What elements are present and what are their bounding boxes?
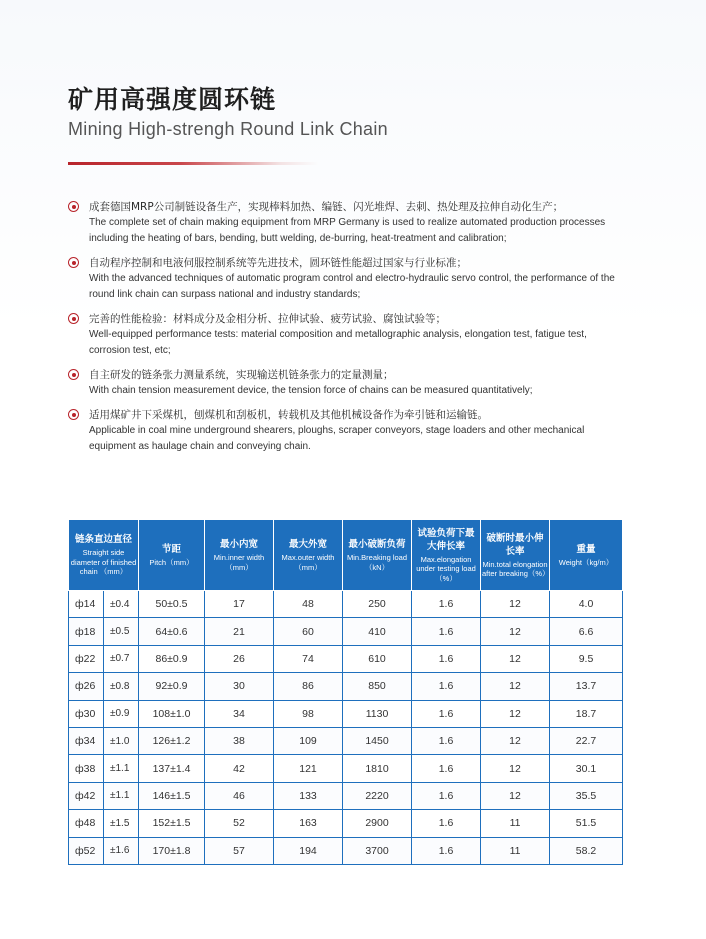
cell-inner-width: 34 [205, 700, 274, 727]
cell-elongation-break: 12 [481, 645, 550, 672]
col-header-en: Min.inner width （mm） [213, 553, 265, 572]
col-header-cn: 最小内宽 [220, 539, 259, 550]
cell-elongation-break: 12 [481, 755, 550, 782]
cell-elongation-test: 1.6 [412, 755, 481, 782]
col-header-elongation-test [412, 520, 481, 591]
col-header-inner-width [205, 520, 274, 591]
cell-weight: 58.2 [550, 837, 623, 864]
feature-item [68, 255, 628, 303]
feature-text-en: Applicable in coal mine underground shearers, ploughs, scraper conveyors, stage loaders and other mechanical equipment as haulage chain and conveying chain. [89, 425, 585, 452]
col-header-cn: 链条直边直径 [75, 534, 133, 546]
cell-elongation-break: 12 [481, 700, 550, 727]
cell-diameter: ф26 [69, 673, 104, 700]
cell-outer-width: 86 [274, 673, 343, 700]
cell-breaking-load: 1130 [343, 700, 412, 727]
cell-inner-width: 38 [205, 727, 274, 754]
cell-elongation-break: 12 [481, 591, 550, 618]
col-header-en: Weight（kg/m） [558, 557, 614, 567]
table-row [69, 837, 623, 864]
cell-elongation-test: 1.6 [412, 673, 481, 700]
double-circle-bullet-icon [68, 201, 79, 212]
cell-breaking-load: 250 [343, 591, 412, 618]
cell-weight: 18.7 [550, 700, 623, 727]
cell-inner-width: 30 [205, 673, 274, 700]
cell-inner-width: 21 [205, 618, 274, 645]
table-row [69, 591, 623, 618]
col-header-cn: 最大外宽 [289, 539, 328, 550]
cell-diameter: ф38 [69, 755, 104, 782]
cell-elongation-test: 1.6 [412, 810, 481, 837]
col-header-elongation-break [481, 520, 550, 591]
cell-inner-width: 42 [205, 755, 274, 782]
cell-elongation-test: 1.6 [412, 618, 481, 645]
cell-tolerance: ±1.0 [104, 727, 139, 754]
col-header-weight [550, 520, 623, 591]
double-circle-bullet-icon [68, 313, 79, 324]
cell-outer-width: 60 [274, 618, 343, 645]
col-header-cn: 试验负荷下最大伸长率 [417, 527, 475, 552]
table-row [69, 618, 623, 645]
table-row [69, 673, 623, 700]
cell-tolerance: ±1.5 [104, 810, 139, 837]
cell-pitch: 92±0.9 [139, 673, 205, 700]
cell-diameter: ф18 [69, 618, 104, 645]
cell-pitch: 137±1.4 [139, 755, 205, 782]
cell-pitch: 86±0.9 [139, 645, 205, 672]
cell-breaking-load: 1450 [343, 727, 412, 754]
col-header-outer-width [274, 520, 343, 591]
cell-weight: 13.7 [550, 673, 623, 700]
table-row [69, 755, 623, 782]
col-header-breaking-load [343, 520, 412, 591]
feature-item [68, 199, 628, 247]
cell-inner-width: 46 [205, 782, 274, 809]
cell-elongation-test: 1.6 [412, 782, 481, 809]
cell-weight: 35.5 [550, 782, 623, 809]
cell-diameter: ф52 [69, 837, 104, 864]
cell-weight: 9.5 [550, 645, 623, 672]
cell-breaking-load: 850 [343, 673, 412, 700]
table-body [69, 591, 623, 865]
cell-outer-width: 163 [274, 810, 343, 837]
cell-breaking-load: 1810 [343, 755, 412, 782]
col-header-cn: 破断时最小伸长率 [486, 532, 544, 557]
table-row [69, 782, 623, 809]
cell-outer-width: 121 [274, 755, 343, 782]
feature-text-en: Well-equipped performance tests: material composition and metallographic analysis, elongation test, fatigue test, corrosion test, etc; [89, 329, 587, 356]
feature-text-cn: 自主研发的链条张力测量系统，实现输送机链条张力的定量测量； [89, 369, 394, 381]
feature-list [68, 199, 628, 463]
cell-tolerance: ±1.6 [104, 837, 139, 864]
cell-weight: 4.0 [550, 591, 623, 618]
cell-diameter: ф42 [69, 782, 104, 809]
cell-weight: 51.5 [550, 810, 623, 837]
col-header-en: Pitch（mm） [149, 557, 194, 567]
col-header-en: Min.total elongation after breaking（%） [482, 559, 550, 578]
col-header-cn: 最小破断负荷 [348, 539, 406, 550]
cell-diameter: ф48 [69, 810, 104, 837]
cell-elongation-break: 12 [481, 782, 550, 809]
cell-pitch: 108±1.0 [139, 700, 205, 727]
cell-outer-width: 109 [274, 727, 343, 754]
feature-text-cn: 完善的性能检验：材料成分及金相分析、拉伸试验、疲劳试验、腐蚀试验等； [89, 313, 446, 325]
feature-item [68, 407, 628, 455]
cell-tolerance: ±0.9 [104, 700, 139, 727]
cell-elongation-break: 12 [481, 673, 550, 700]
page-title-cn: 矿用高强度圆环链 [68, 85, 277, 114]
cell-breaking-load: 2220 [343, 782, 412, 809]
cell-tolerance: ±0.5 [104, 618, 139, 645]
feature-item [68, 311, 628, 359]
double-circle-bullet-icon [68, 257, 79, 268]
table-row [69, 810, 623, 837]
cell-elongation-test: 1.6 [412, 700, 481, 727]
cell-elongation-test: 1.6 [412, 727, 481, 754]
cell-inner-width: 17 [205, 591, 274, 618]
col-header-cn: 节距 [162, 543, 182, 555]
cell-elongation-test: 1.6 [412, 645, 481, 672]
cell-elongation-test: 1.6 [412, 591, 481, 618]
cell-elongation-test: 1.6 [412, 837, 481, 864]
cell-inner-width: 52 [205, 810, 274, 837]
cell-outer-width: 48 [274, 591, 343, 618]
feature-text-en: The complete set of chain making equipment from MRP Germany is used to realize automated production processes including the heating of bars, bending, butt welding, de-burring, heat-treatment and calibration; [89, 217, 606, 244]
cell-outer-width: 98 [274, 700, 343, 727]
cell-weight: 6.6 [550, 618, 623, 645]
cell-pitch: 146±1.5 [139, 782, 205, 809]
title-divider [68, 162, 318, 165]
cell-inner-width: 26 [205, 645, 274, 672]
cell-elongation-break: 11 [481, 837, 550, 864]
cell-pitch: 152±1.5 [139, 810, 205, 837]
feature-text-en: With chain tension measurement device, the tension force of chains can be measured quantitatively; [89, 385, 533, 396]
cell-diameter: ф22 [69, 645, 104, 672]
table-row [69, 727, 623, 754]
feature-text-cn: 成套德国MRP公司制链设备生产，实现棒料加热、编链、闪光堆焊、去刺、热处理及拉伸自动化生产； [89, 201, 564, 213]
cell-tolerance: ±1.1 [104, 755, 139, 782]
cell-breaking-load: 410 [343, 618, 412, 645]
cell-pitch: 170±1.8 [139, 837, 205, 864]
double-circle-bullet-icon [68, 409, 79, 420]
cell-outer-width: 194 [274, 837, 343, 864]
table-header-row [69, 520, 623, 591]
cell-outer-width: 133 [274, 782, 343, 809]
col-header-en: Min.Breaking load（kN） [346, 553, 408, 572]
col-header-cn: 重量 [576, 543, 596, 555]
feature-text-cn: 适用煤矿井下采煤机，刨煤机和刮板机，转载机及其他机械设备作为牵引链和运输链。 [89, 409, 488, 421]
cell-pitch: 64±0.6 [139, 618, 205, 645]
cell-tolerance: ±0.4 [104, 591, 139, 618]
feature-item [68, 367, 628, 399]
feature-text-cn: 自动程序控制和电液伺服控制系统等先进技术，圆环链性能超过国家与行业标准； [89, 257, 467, 269]
chain-spec-table [68, 519, 623, 865]
col-header-en: Max.outer width（mm） [281, 553, 335, 572]
table-row [69, 700, 623, 727]
cell-breaking-load: 2900 [343, 810, 412, 837]
table-row [69, 645, 623, 672]
col-header-en: Straight side diameter of finished chain （mm） [70, 548, 137, 577]
col-header-diameter [69, 520, 139, 591]
page-title-en: Mining High-strengh Round Link Chain [68, 119, 388, 139]
feature-text-en: With the advanced techniques of automatic program control and electro-hydraulic servo control, the performance of the round link chain can surpass national and industry standards; [89, 273, 615, 300]
cell-elongation-break: 11 [481, 810, 550, 837]
cell-elongation-break: 12 [481, 727, 550, 754]
cell-diameter: ф14 [69, 591, 104, 618]
cell-pitch: 126±1.2 [139, 727, 205, 754]
cell-tolerance: ±0.7 [104, 645, 139, 672]
cell-outer-width: 74 [274, 645, 343, 672]
cell-tolerance: ±0.8 [104, 673, 139, 700]
cell-diameter: ф30 [69, 700, 104, 727]
cell-tolerance: ±1.1 [104, 782, 139, 809]
cell-elongation-break: 12 [481, 618, 550, 645]
col-header-pitch [139, 520, 205, 591]
double-circle-bullet-icon [68, 369, 79, 380]
cell-pitch: 50±0.5 [139, 591, 205, 618]
cell-breaking-load: 610 [343, 645, 412, 672]
cell-inner-width: 57 [205, 837, 274, 864]
cell-weight: 30.1 [550, 755, 623, 782]
cell-breaking-load: 3700 [343, 837, 412, 864]
cell-diameter: ф34 [69, 727, 104, 754]
col-header-en: Max.elongation under testing load（%） [416, 554, 476, 583]
cell-weight: 22.7 [550, 727, 623, 754]
